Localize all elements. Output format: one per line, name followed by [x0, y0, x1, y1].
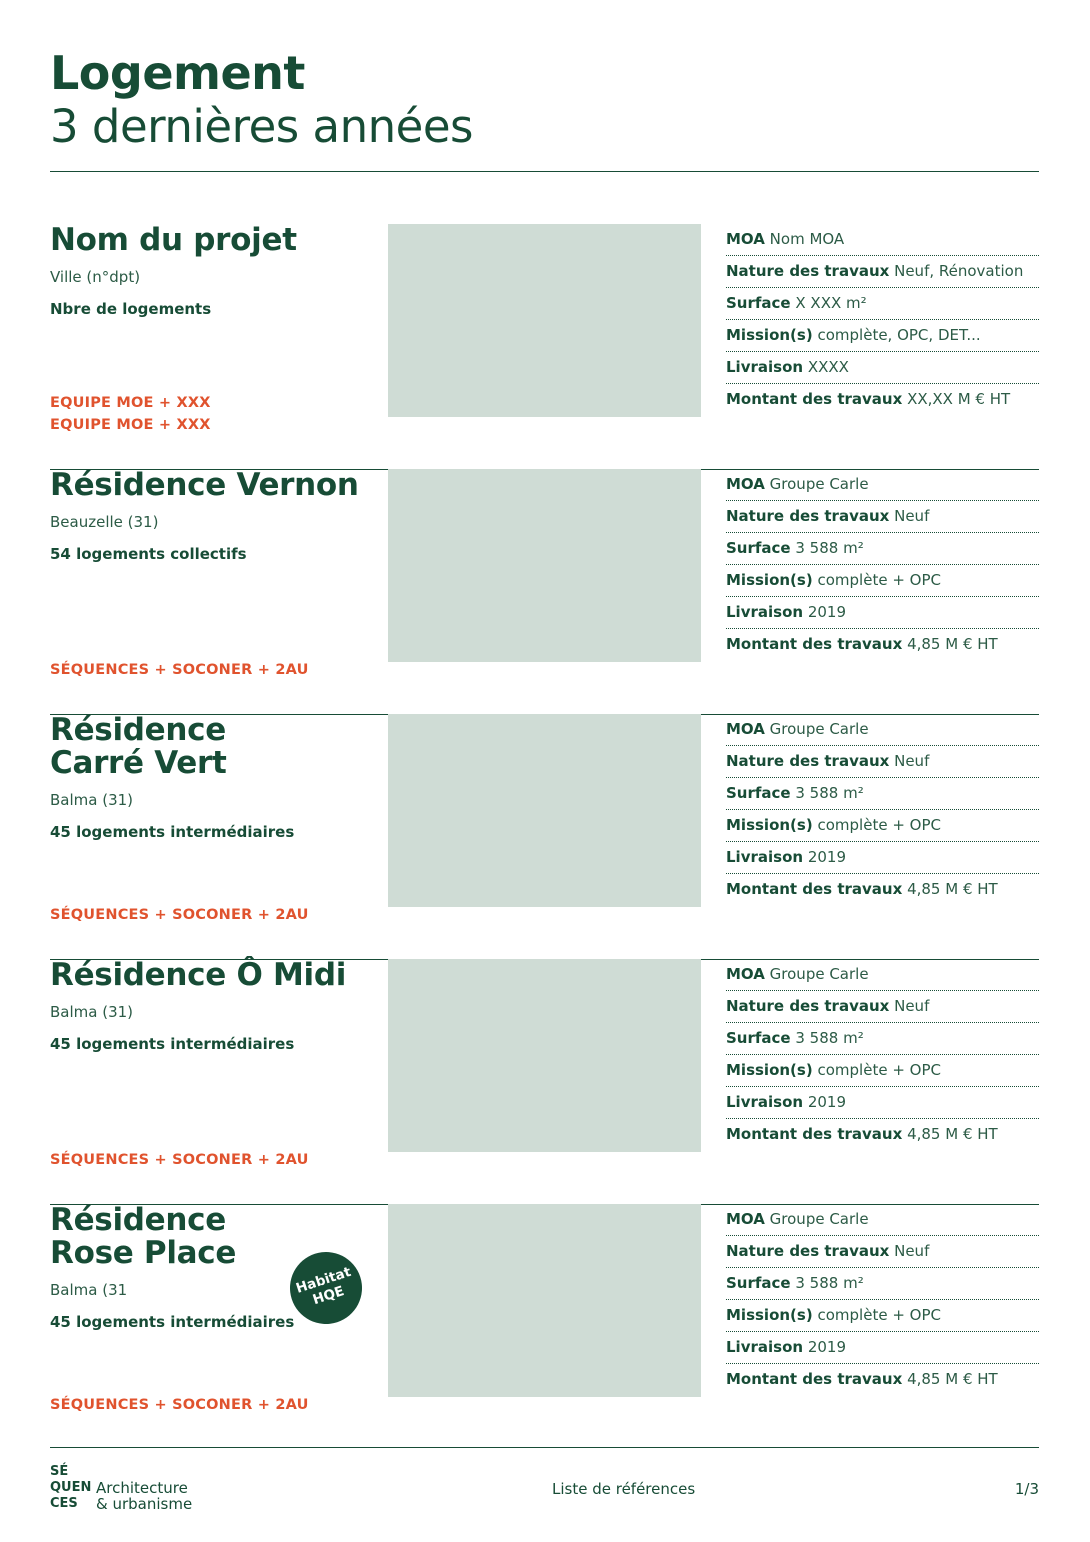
project-name: Résidence Rose Place [50, 1202, 237, 1271]
spec-value: Neuf, Rénovation [894, 262, 1024, 280]
logo-text [96, 1480, 192, 1512]
spec-value: Nom MOA [769, 230, 845, 248]
project-info [50, 959, 380, 1179]
spec-row [726, 746, 1039, 778]
spec-value: X XXX m² [795, 294, 867, 312]
project-entry [50, 1204, 1039, 1449]
spec-value: 4,85 M € HT [907, 1125, 998, 1143]
project-team [50, 1149, 309, 1171]
spec-label: Montant des travaux [726, 880, 903, 898]
spec-label: MOA [726, 475, 765, 493]
spec-row [726, 1055, 1039, 1087]
spec-row [726, 597, 1039, 629]
spec-row [726, 1119, 1039, 1150]
spec-row [726, 629, 1039, 660]
spec-label: Surface [726, 539, 791, 557]
spec-value: XX,XX M € HT [907, 390, 1011, 408]
project-team-line: EQUIPE MOE + XXX [50, 395, 211, 411]
project-info [50, 469, 380, 689]
spec-row [726, 501, 1039, 533]
project-entry [50, 714, 1039, 960]
spec-label: Livraison [726, 1093, 804, 1111]
logo-mark-line: SÉ [50, 1464, 69, 1479]
spec-label: Livraison [726, 358, 804, 376]
page-number: 1/3 [1014, 1480, 1039, 1498]
spec-row [726, 1236, 1039, 1268]
spec-value: Groupe Carle [769, 475, 869, 493]
spec-label: Mission(s) [726, 571, 813, 589]
spec-value: complète + OPC [817, 571, 941, 589]
logo-mark-line: CES [50, 1496, 78, 1511]
project-team [50, 392, 211, 436]
project-photo-placeholder [388, 224, 701, 417]
spec-value: Neuf [894, 752, 930, 770]
project-photo-placeholder [388, 469, 701, 662]
project-units: 45 logements intermédiaires [50, 1313, 295, 1331]
spec-value: 2019 [807, 1338, 847, 1356]
project-units: 45 logements intermédiaires [50, 1035, 295, 1053]
spec-value: complète + OPC [817, 1061, 941, 1079]
spec-label: Montant des travaux [726, 1125, 903, 1143]
project-name: Résidence Carré Vert [50, 712, 227, 781]
project-specs [726, 959, 1039, 1150]
spec-row [726, 1364, 1039, 1395]
spec-value: complète + OPC [817, 816, 941, 834]
spec-label: Nature des travaux [726, 752, 890, 770]
project-team [50, 904, 309, 926]
spec-value: 2019 [807, 848, 847, 866]
footer-divider [50, 1447, 1039, 1448]
spec-label: MOA [726, 720, 765, 738]
project-city: Ville (n°dpt) [50, 268, 141, 286]
spec-row [726, 1268, 1039, 1300]
spec-row [726, 874, 1039, 905]
spec-label: Nature des travaux [726, 997, 890, 1015]
project-specs [726, 469, 1039, 660]
spec-value: Groupe Carle [769, 965, 869, 983]
project-units: 45 logements intermédiaires [50, 823, 295, 841]
spec-row [726, 714, 1039, 746]
page-title: Logement [50, 46, 305, 100]
project-name: Résidence Vernon [50, 467, 359, 503]
spec-label: Mission(s) [726, 326, 813, 344]
project-team [50, 659, 309, 681]
spec-value: 4,85 M € HT [907, 880, 998, 898]
spec-value: 4,85 M € HT [907, 635, 998, 653]
badge-label: Habitat HQE [294, 1264, 353, 1309]
logo-text-line: & urbanisme [96, 1495, 193, 1513]
spec-row [726, 1023, 1039, 1055]
spec-value: complète, OPC, DET... [817, 326, 981, 344]
spec-label: Montant des travaux [726, 635, 903, 653]
spec-value: Neuf [894, 997, 930, 1015]
spec-value: 3 588 m² [795, 1029, 864, 1047]
logo-mark-line: QUEN [50, 1480, 92, 1495]
project-team-line: SÉQUENCES + SOCONER + 2AU [50, 1152, 309, 1168]
spec-label: Mission(s) [726, 1061, 813, 1079]
page [50, 0, 1039, 1542]
project-units: Nbre de logements [50, 300, 212, 318]
spec-label: Livraison [726, 1338, 804, 1356]
logo-text-line: Architecture [96, 1479, 188, 1497]
spec-value: 4,85 M € HT [907, 1370, 998, 1388]
spec-value: complète + OPC [817, 1306, 941, 1324]
project-team-line: SÉQUENCES + SOCONER + 2AU [50, 1397, 309, 1413]
page-header [50, 46, 1039, 154]
project-team-line: SÉQUENCES + SOCONER + 2AU [50, 662, 309, 678]
project-units: 54 logements collectifs [50, 545, 247, 563]
project-specs [726, 1204, 1039, 1395]
spec-label: MOA [726, 230, 765, 248]
spec-row [726, 1300, 1039, 1332]
project-city: Balma (31) [50, 1003, 134, 1021]
project-city: Balma (31 [50, 1281, 128, 1299]
project-entry [50, 224, 1039, 470]
spec-label: Surface [726, 1029, 791, 1047]
project-info [50, 224, 380, 444]
spec-label: MOA [726, 965, 765, 983]
spec-row [726, 224, 1039, 256]
spec-label: Nature des travaux [726, 262, 890, 280]
spec-row [726, 1087, 1039, 1119]
spec-value: Groupe Carle [769, 1210, 869, 1228]
spec-row [726, 991, 1039, 1023]
spec-value: Groupe Carle [769, 720, 869, 738]
spec-row [726, 1332, 1039, 1364]
spec-value: XXXX [807, 358, 849, 376]
page-subtitle: 3 dernières années [50, 100, 473, 153]
spec-row [726, 288, 1039, 320]
spec-row [726, 810, 1039, 842]
spec-value: 3 588 m² [795, 784, 864, 802]
project-photo-placeholder [388, 1204, 701, 1397]
spec-value: 3 588 m² [795, 1274, 864, 1292]
project-specs [726, 714, 1039, 905]
spec-value: 2019 [807, 603, 847, 621]
project-city: Beauzelle (31) [50, 513, 159, 531]
project-photo-placeholder [388, 714, 701, 907]
spec-row [726, 842, 1039, 874]
spec-label: Nature des travaux [726, 507, 890, 525]
spec-row [726, 565, 1039, 597]
spec-row [726, 1204, 1039, 1236]
spec-label: Nature des travaux [726, 1242, 890, 1260]
spec-label: Livraison [726, 848, 804, 866]
spec-label: Surface [726, 294, 791, 312]
spec-row [726, 533, 1039, 565]
spec-label: Surface [726, 1274, 791, 1292]
project-specs [726, 224, 1039, 415]
project-name: Nom du projet [50, 222, 297, 258]
logo-mark [50, 1464, 91, 1512]
spec-value: Neuf [894, 507, 930, 525]
project-entry [50, 959, 1039, 1205]
spec-row [726, 959, 1039, 991]
spec-row [726, 320, 1039, 352]
spec-row [726, 256, 1039, 288]
spec-row [726, 469, 1039, 501]
project-city: Balma (31) [50, 791, 134, 809]
spec-value: 3 588 m² [795, 539, 864, 557]
spec-row [726, 778, 1039, 810]
spec-label: Mission(s) [726, 1306, 813, 1324]
spec-label: Montant des travaux [726, 390, 903, 408]
spec-label: Montant des travaux [726, 1370, 903, 1388]
spec-value: Neuf [894, 1242, 930, 1260]
spec-value: 2019 [807, 1093, 847, 1111]
document-title: Liste de références [552, 1480, 696, 1498]
spec-label: MOA [726, 1210, 765, 1228]
spec-label: Surface [726, 784, 791, 802]
project-team-line: SÉQUENCES + SOCONER + 2AU [50, 907, 309, 923]
spec-row [726, 352, 1039, 384]
spec-label: Livraison [726, 603, 804, 621]
project-info [50, 714, 380, 934]
project-team-line: EQUIPE MOE + XXX [50, 417, 211, 433]
spec-label: Mission(s) [726, 816, 813, 834]
header-divider [50, 171, 1039, 172]
project-team [50, 1394, 309, 1416]
project-photo-placeholder [388, 959, 701, 1152]
project-name: Résidence Ô Midi [50, 957, 347, 993]
project-entry [50, 469, 1039, 715]
spec-row [726, 384, 1039, 415]
